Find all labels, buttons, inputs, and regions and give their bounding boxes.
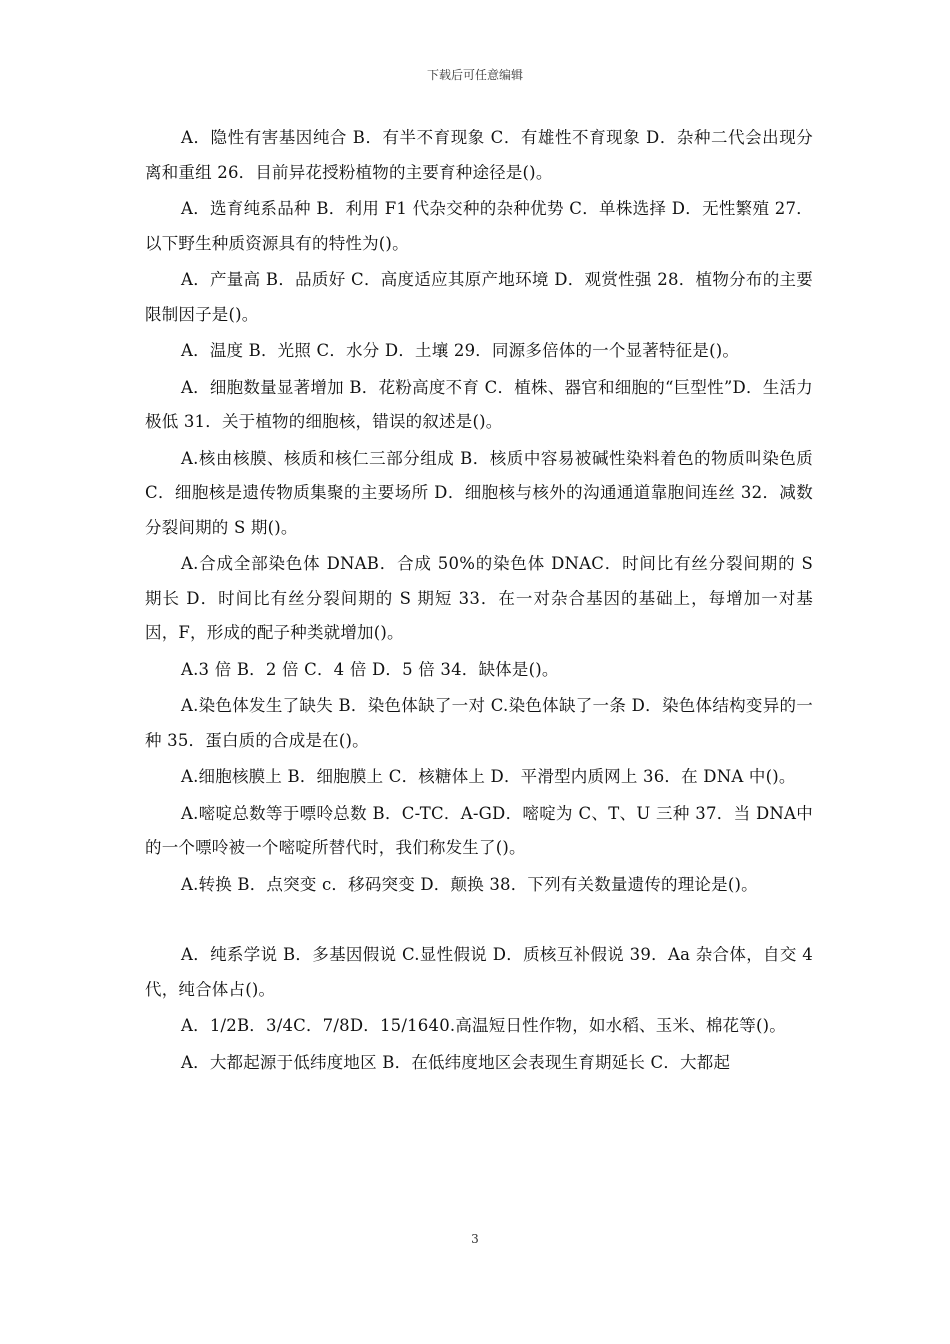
paragraph: A.染色体发生了缺失 B．染色体缺了一对 C.染色体缺了一条 D．染色体结构变异的一种 35．蛋白质的合成是在()。	[145, 696, 813, 750]
paragraph: A．大都起源于低纬度地区 B．在低纬度地区会表现生育期延长 C．大都起	[181, 1052, 731, 1072]
paragraph: A．1/2B．3/4C．7/8D．15/1640.高温短日性作物，如水稻、玉米、棉花等()。	[181, 1016, 786, 1035]
page-number: 3	[471, 1232, 479, 1246]
paragraph: A．纯系学说 B．多基因假说 C.显性假说 D．质核互补假说 39．Aa 杂合体，自交 4 代，纯合体占()。	[145, 945, 813, 999]
page-header: 下载后可任意编辑	[426, 68, 523, 82]
paragraph: A.嘧啶总数等于嘌呤总数 B．C-TC．A-GD．嘧啶为 C、T、U 三种 37．当 DNA中的一个嘌呤被一个嘧啶所替代时，我们称发生了()。	[145, 803, 813, 857]
paragraph: A.核由核膜、核质和核仁三部分组成 B．核质中容易被碱性染料着色的物质叫染色质 C．细胞核是遗传物质集聚的主要场所 D．细胞核与核外的沟通通道靠胞间连丝 32．减数分裂间期的 S 期()。	[145, 448, 813, 537]
paragraph: A.转换 B．点突变 c．移码突变 D．颠换 38．下列有关数量遗传的理论是()。	[181, 874, 758, 894]
paragraph: A.3 倍 B．2 倍 C．4 倍 D．5 倍 34．缺体是()。	[181, 659, 559, 679]
paragraph: A．细胞数量显著增加 B．花粉高度不育 C．植株、器官和细胞的“巨型性”D．生活力极低 31．关于植物的细胞核，错误的叙述是()。	[145, 377, 813, 431]
paragraph: A．温度 B．光照 C．水分 D．土壤 29．同源多倍体的一个显著特征是()。	[181, 341, 740, 360]
document-body	[145, 121, 813, 1082]
paragraph-gap	[145, 904, 813, 938]
paragraph: A.细胞核膜上 B．细胞膜上 C．核糖体上 D．平滑型内质网上 36．在 DNA 中()。	[181, 767, 796, 786]
paragraph: A．隐性有害基因纯合 B．有半不育现象 C．有雄性不育现象 D．杂种二代会出现分离和重组 26．目前异花授粉植物的主要育种途径是()。	[145, 128, 813, 182]
paragraph: A．产量高 B．品质好 C．高度适应其原产地环境 D．观赏性强 28．植物分布的主要限制因子是()。	[145, 270, 813, 324]
paragraph: A．选育纯系品种 B．利用 F1 代杂交种的杂种优势 C．单株选择 D．无性繁殖 27．以下野生种质资源具有的特性为()。	[145, 199, 813, 253]
paragraph: A.合成全部染色体 DNAB．合成 50%的染色体 DNAC．时间比有丝分裂间期的 S 期长 D．时间比有丝分裂间期的 S 期短 33．在一对杂合基因的基础上，每增加一对基因，F，形成的配子种类就增加()。	[145, 554, 813, 642]
